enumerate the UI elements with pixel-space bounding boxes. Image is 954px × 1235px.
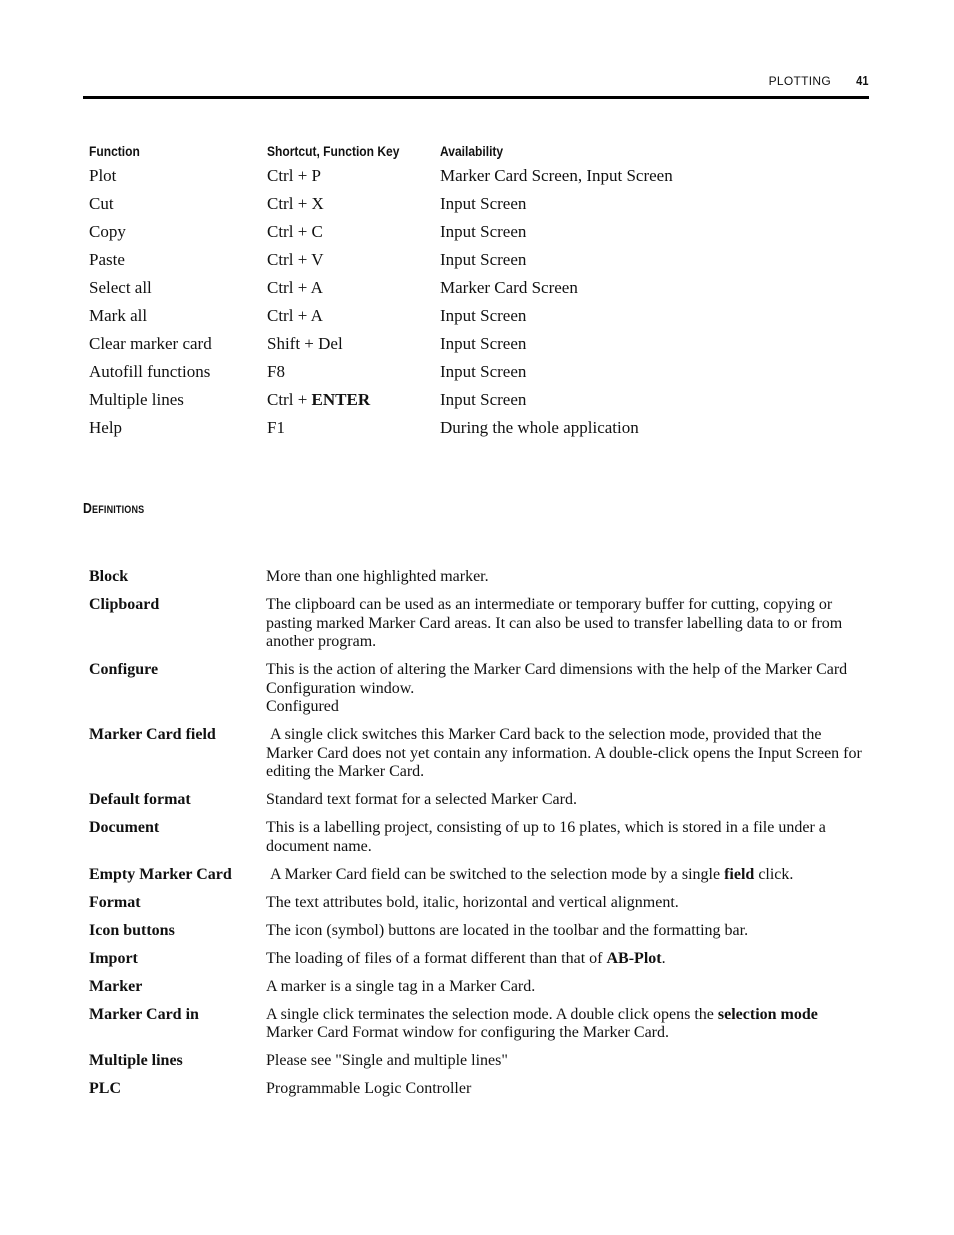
shortcut-text: Ctrl + X [267,194,324,213]
definition-description [266,791,864,810]
cell-availability: During the whole application [440,418,639,437]
definition-line [266,922,864,941]
definition-term: Marker Card field [89,726,216,743]
definition-term: Icon buttons [89,921,175,939]
shortcut-text: Ctrl + P [267,166,321,185]
definition-term: Empty Marker Card [89,865,232,883]
definition-emphasis: AB-Plot [606,949,662,967]
definition-line [266,698,864,717]
table-row [89,358,880,386]
cell-shortcut [267,302,440,330]
shortcut-table-body [89,162,880,442]
cell-function: Copy [89,222,126,241]
definition-line [266,978,864,997]
definition-term: Document [89,819,160,836]
table-row [89,330,880,358]
running-header [0,0,954,100]
cell-availability: Input Screen [440,222,527,241]
cell-function: Clear marker card [89,334,212,353]
cell-function: Help [89,418,123,437]
definition-row [89,1006,864,1043]
cell-shortcut [267,246,440,274]
running-header-section: PLOTTING [768,74,831,88]
definition-text: More than one highlighted marker. [266,568,489,585]
definition-description [266,894,864,913]
definition-emphasis: selection mode [717,1005,818,1023]
definition-term: Marker [89,977,143,995]
cell-availability: Input Screen [440,334,527,353]
cell-function: Mark all [89,306,148,325]
definition-row [89,568,864,587]
definition-term: Import [89,949,138,967]
cell-availability: Input Screen [440,250,527,269]
table-row [89,162,880,190]
cell-availability: Input Screen [440,362,527,381]
definition-description [266,866,864,885]
definition-text: Configured [266,698,339,715]
cell-function: Select all [89,278,152,297]
definition-term: Clipboard [89,596,160,613]
definition-row [89,922,864,941]
table-row [89,274,880,302]
cell-function: Multiple lines [89,390,184,409]
definition-text: This is a labelling project, consisting of up to 16 plates, which is stored in a file under a document name. [266,819,830,855]
definition-line [266,1006,864,1043]
definition-description [266,950,864,969]
cell-shortcut [267,218,440,246]
shortcut-table-header [89,140,880,162]
cell-shortcut [267,358,440,386]
definition-row [89,819,864,856]
cell-shortcut [267,274,440,302]
cell-availability: Input Screen [440,390,527,409]
definition-description [266,1052,864,1071]
cell-function: Autofill functions [89,362,211,381]
definition-text: The loading of files of a format different than that of [266,949,607,967]
definition-line [266,596,864,652]
definition-row [89,661,864,717]
definition-text: A Marker Card field can be switched to the selection mode by a single [266,865,725,883]
definition-emphasis: field [724,865,755,883]
definition-term: Block [89,568,129,585]
shortcut-text: Ctrl + V [267,250,324,269]
definition-description [266,568,864,587]
shortcut-text: F1 [267,418,285,437]
shortcut-text: Ctrl + [267,390,312,409]
shortcut-key-bold: ENTER [311,390,371,409]
definitions-heading: Definitions [83,500,145,517]
cell-availability: Input Screen [440,194,527,213]
table-row [89,414,880,442]
definition-text: Please see "Single and multiple lines" [266,1052,508,1069]
definition-description [266,922,864,941]
definition-row [89,1052,864,1071]
table-row [89,218,880,246]
definition-term: Default format [89,791,191,808]
definition-description [266,661,864,717]
definition-row [89,1080,864,1099]
shortcut-text: Ctrl + A [267,306,323,325]
cell-shortcut [267,162,440,190]
definition-row [89,950,864,969]
definition-line [266,1052,864,1071]
definition-line [266,819,864,856]
shortcut-text: Shift + Del [267,334,343,353]
definition-row [89,791,864,810]
definition-line [266,950,864,969]
definition-row [89,726,864,782]
cell-shortcut [267,386,440,414]
definition-description [266,819,864,856]
cell-function: Paste [89,250,125,269]
definition-description [266,1006,864,1043]
column-header-shortcut: Shortcut, Function Key [267,143,400,159]
definition-text: A single click switches this Marker Card back to the selection mode, provided that the Marker Card does not yet contain any information. A double-click opens the Input Screen for editing the Marker Card. [266,726,866,780]
definition-text: . [661,949,666,967]
definition-term: Configure [89,661,159,678]
definition-text: Marker Card Format window for configuring the Marker Card. [266,1005,822,1041]
definition-row [89,978,864,997]
table-row [89,246,880,274]
definition-text: Programmable Logic Controller [266,1080,472,1097]
definition-line [266,894,864,913]
definition-line [266,1080,864,1099]
table-row [89,386,880,414]
cell-availability: Input Screen [440,306,527,325]
definition-line [266,726,864,782]
definition-line [266,568,864,587]
shortcut-text: F8 [267,362,285,381]
definition-term: Multiple lines [89,1052,183,1069]
cell-availability: Marker Card Screen [440,278,578,297]
definition-description [266,596,864,652]
shortcut-text: Ctrl + A [267,278,323,297]
table-row [89,190,880,218]
definition-line [266,866,864,885]
definition-text: click. [754,865,794,883]
definition-description [266,726,864,782]
definition-row [89,894,864,913]
definition-text: The text attributes bold, italic, horizontal and vertical alignment. [266,893,679,911]
definition-text: A marker is a single tag in a Marker Card. [266,977,536,995]
header-rule [83,96,869,99]
definition-line [266,791,864,810]
definition-description [266,978,864,997]
definition-text: A single click terminates the selection mode. A double click opens the [266,1005,718,1023]
shortcut-table [89,140,880,442]
definition-term: PLC [89,1080,121,1097]
cell-availability: Marker Card Screen, Input Screen [440,166,673,185]
table-row [89,302,880,330]
cell-shortcut [267,330,440,358]
definition-description [266,1080,864,1099]
definition-text: Standard text format for a selected Marker Card. [266,791,577,808]
cell-shortcut [267,190,440,218]
definition-term: Format [89,893,141,911]
shortcut-text: Ctrl + C [267,222,323,241]
definition-term: Marker Card in [89,1005,199,1023]
cell-function: Plot [89,166,117,185]
page-number: 41 [855,73,868,88]
definition-line [266,661,864,698]
definition-text: The clipboard can be used as an intermediate or temporary buffer for cutting, copying or pasting marked Marker Card areas. It can also be used to transfer labelling data to or from another program. [266,596,847,650]
definition-text: This is the action of altering the Marker Card dimensions with the help of the Marker Card Configuration window. [266,661,852,697]
definition-text: The icon (symbol) buttons are located in the toolbar and the formatting bar. [266,921,749,939]
definition-row [89,596,864,652]
column-header-function: Function [89,143,140,159]
cell-function: Cut [89,194,114,213]
column-header-availability: Availability [440,143,504,159]
definition-row [89,866,864,885]
cell-shortcut [267,414,440,442]
definitions-list [89,568,864,1108]
